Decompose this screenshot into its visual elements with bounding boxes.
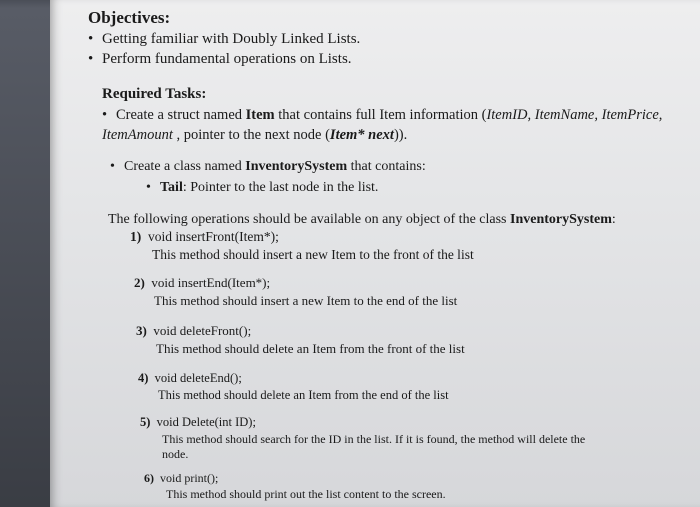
operation-description: This method should delete an Item from the end of the list	[158, 388, 449, 402]
operation-number: 6)	[144, 471, 154, 485]
operation-description: This method should print out the list content to the screen.	[166, 487, 446, 501]
operation-item	[138, 371, 242, 386]
operation-signature: void insertEnd(Item*);	[151, 275, 271, 290]
task-text: )).	[393, 127, 408, 143]
objective-text: Getting familiar with Doubly Linked Lists.	[102, 31, 361, 47]
operation-signature: void print();	[160, 471, 219, 485]
operation-description-continued: node.	[162, 447, 189, 461]
bullet-icon: •	[102, 107, 108, 123]
bullet-icon: •	[88, 51, 94, 67]
operation-number: 2)	[134, 275, 145, 290]
task-text-italic: ItemID, ItemName, ItemPrice,	[486, 107, 663, 123]
objectives-heading: Objectives:	[88, 8, 171, 27]
task-item-continued	[102, 127, 407, 144]
intro-text: The following operations should be available on any object of the class	[108, 212, 511, 227]
task-text-bold: Item	[245, 107, 275, 123]
operation-signature: void deleteEnd();	[154, 371, 242, 385]
operation-description: This method should insert a new Item to the front of the list	[152, 247, 474, 262]
task-text: Create a class named	[124, 159, 246, 174]
operation-signature: void Delete(int ID);	[156, 415, 256, 429]
task-item	[110, 159, 426, 175]
operation-description: This method should search for the ID in the list. If it is found, the method will delete the	[162, 432, 586, 446]
operation-item	[130, 229, 279, 245]
operation-signature: void insertFront(Item*);	[148, 229, 279, 244]
operation-item	[144, 471, 218, 486]
objective-text: Perform fundamental operations on Lists.	[102, 51, 352, 67]
task-text: : Pointer to the last node in the list.	[182, 180, 379, 195]
operation-number: 1)	[130, 229, 142, 244]
bullet-icon: •	[110, 159, 115, 174]
operation-number: 5)	[140, 415, 151, 429]
task-text: Create a struct named	[116, 107, 246, 123]
operation-item	[134, 275, 270, 291]
task-text-bold: Tail	[160, 180, 183, 195]
objective-item	[88, 51, 352, 68]
operation-signature: void deleteFront();	[153, 323, 252, 338]
document-page	[50, 0, 700, 507]
intro-text-bold: InventorySystem	[510, 212, 612, 227]
task-text: that contains:	[347, 159, 426, 174]
required-tasks-heading: Required Tasks:	[102, 86, 207, 102]
operation-number: 4)	[138, 371, 149, 385]
objective-item	[88, 31, 360, 48]
operation-description: This method should insert a new Item to the end of the list	[154, 293, 458, 308]
task-text-italic: ItemAmount	[102, 127, 173, 143]
task-text-bold-italic: Item* next	[329, 127, 394, 143]
bullet-icon: •	[146, 180, 151, 195]
operations-intro	[108, 212, 616, 228]
operation-description: This method should delete an Item from the front of the list	[156, 341, 465, 356]
task-item	[102, 107, 662, 124]
operation-item	[136, 323, 251, 339]
operation-number: 3)	[136, 323, 147, 338]
task-text-bold: InventorySystem	[245, 159, 348, 174]
bullet-icon: •	[88, 31, 94, 47]
task-text: , pointer to the next node (	[172, 127, 330, 143]
task-subitem	[146, 180, 378, 196]
intro-text: :	[611, 212, 616, 227]
task-text: that contains full Item information (	[274, 107, 487, 123]
operation-item	[140, 415, 256, 430]
